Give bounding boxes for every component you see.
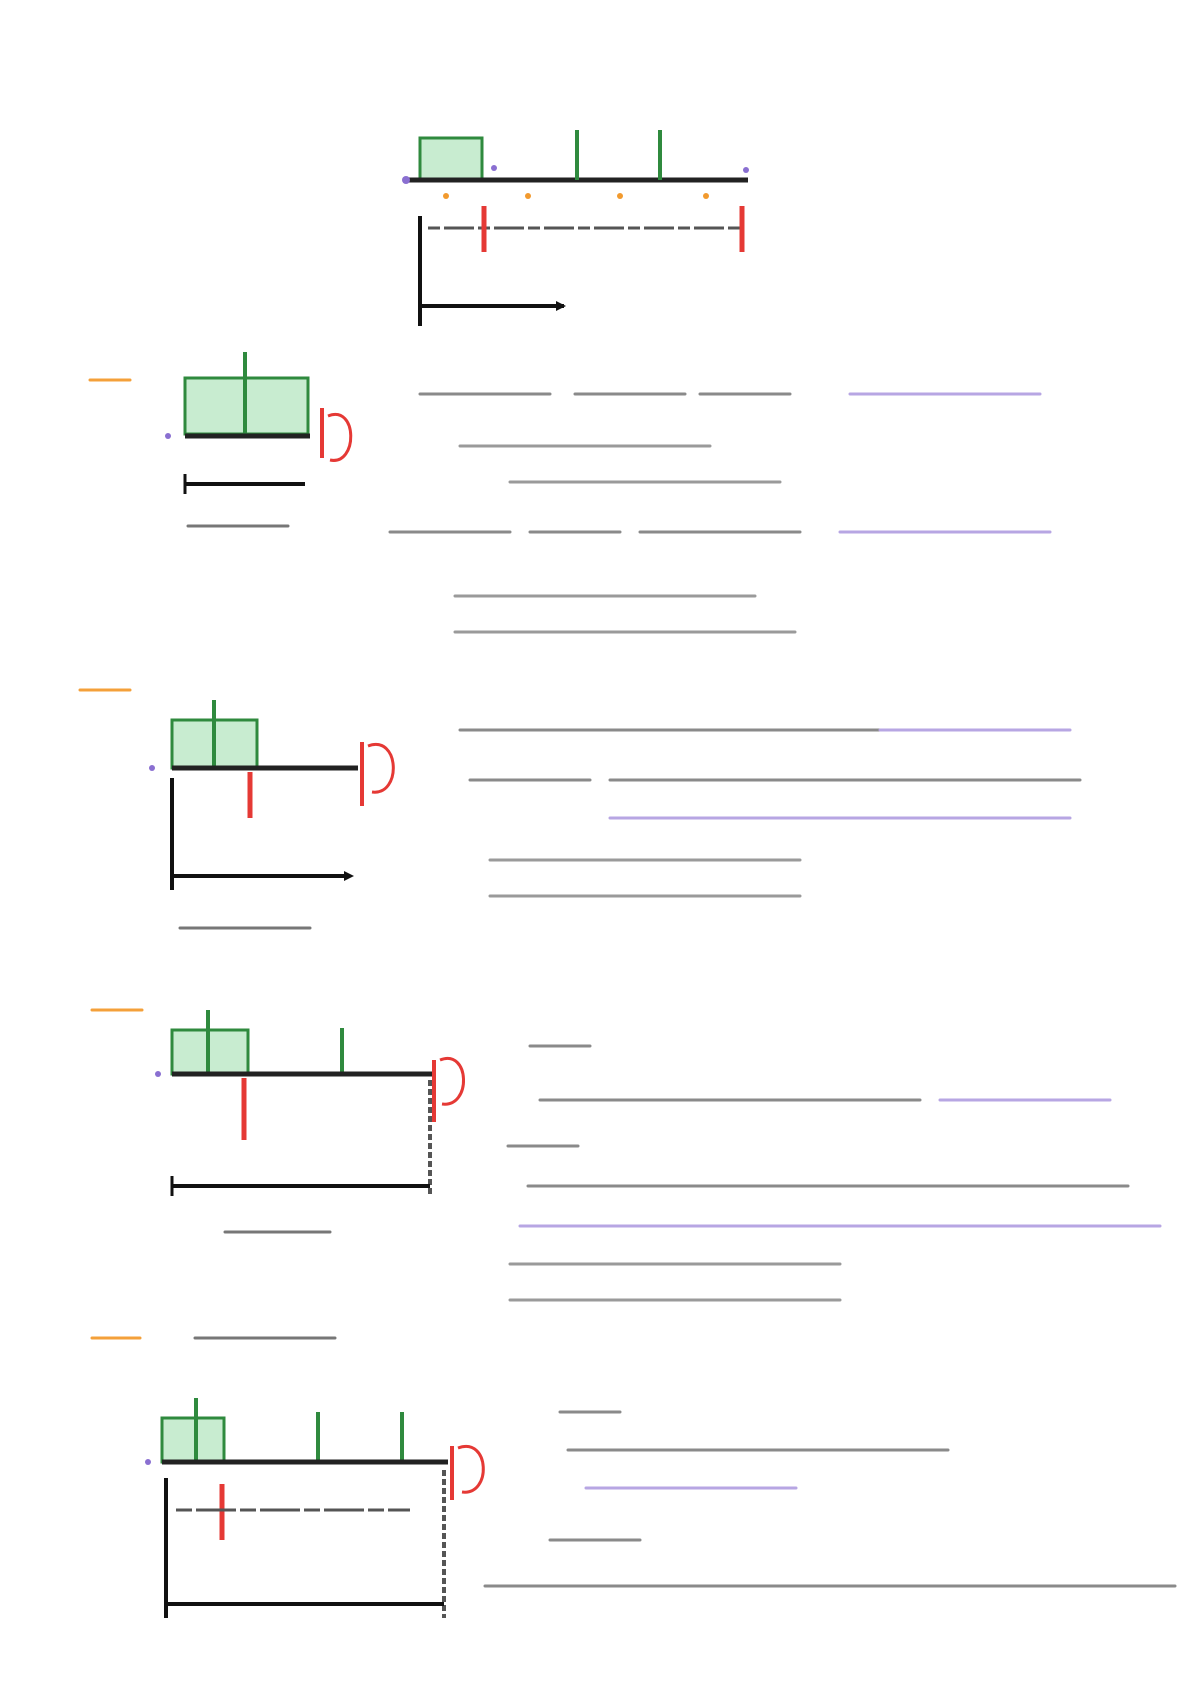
- equation-line: [460, 446, 780, 482]
- section-diagram-2: [149, 700, 393, 890]
- point-marker: [145, 1459, 151, 1465]
- section-marker-1: [443, 193, 449, 199]
- point-marker: [165, 433, 171, 439]
- axis-arrowhead: [556, 301, 566, 311]
- full-beam-diagram: [402, 130, 749, 326]
- internal-moment-arrow: [328, 414, 351, 460]
- internal-moment-arrow: [440, 1058, 464, 1104]
- section-diagram-4: [145, 1398, 483, 1618]
- point-marker: [155, 1071, 161, 1077]
- section-marker-2: [525, 193, 531, 199]
- point-marker-b: [491, 165, 497, 171]
- distributed-load-block: [162, 1418, 224, 1462]
- section-diagram-3: [155, 1010, 464, 1196]
- section-diagram-1: [165, 352, 351, 494]
- distributed-load-block: [420, 138, 482, 180]
- point-marker-a: [402, 176, 410, 184]
- section-marker-4: [703, 193, 709, 199]
- point-marker: [149, 765, 155, 771]
- internal-moment-arrow: [458, 1446, 483, 1492]
- axis-arrowhead: [344, 871, 354, 881]
- point-marker-e: [743, 167, 749, 173]
- equation-line: [510, 1264, 840, 1300]
- internal-moment-arrow: [368, 744, 393, 792]
- equation-line: [455, 596, 795, 632]
- section-marker-3: [617, 193, 623, 199]
- equation-scribbles: [80, 380, 1175, 1586]
- equation-line: [490, 860, 800, 896]
